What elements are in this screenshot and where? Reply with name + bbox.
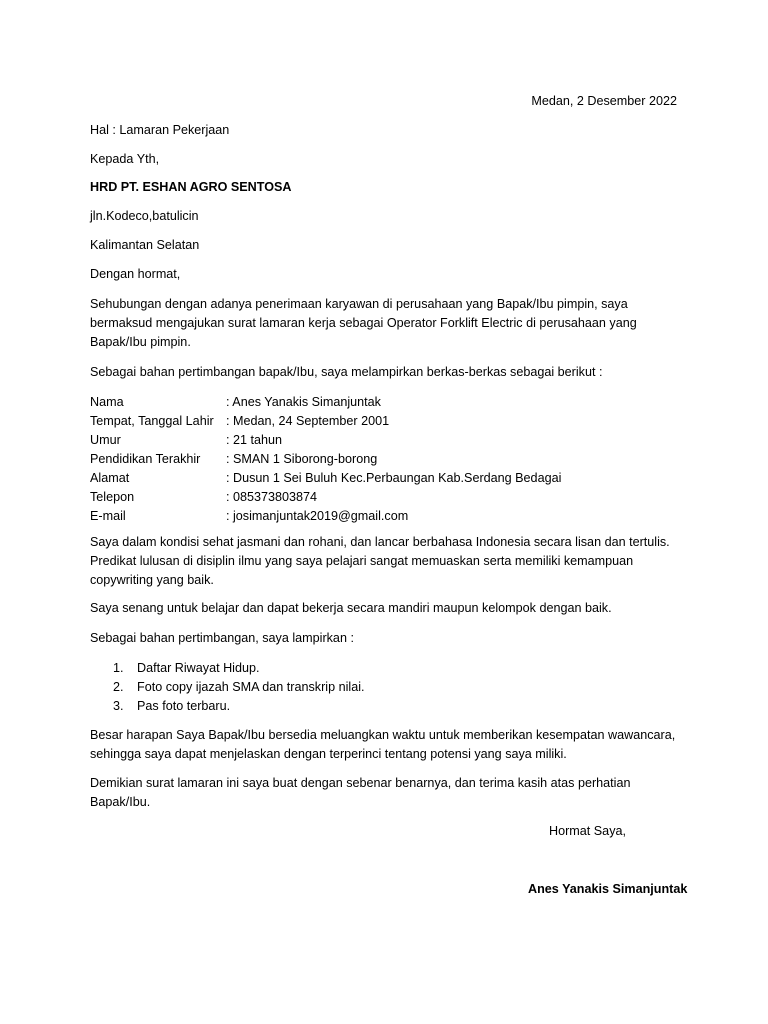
personal-data-table [90, 393, 561, 526]
personal-data-label: Alamat [90, 471, 130, 485]
attachment-number: 1. [113, 661, 124, 675]
attachment-text: Pas foto terbaru. [137, 699, 231, 713]
attachment-item [90, 678, 365, 697]
attachment-item [90, 659, 365, 678]
closing-greeting: Hormat Saya, [549, 824, 626, 838]
personal-data-label: E-mail [90, 509, 126, 523]
personal-data-label: Umur [90, 433, 121, 447]
place-date: Medan, 2 Desember 2022 [531, 94, 677, 108]
attach-intro: Sebagai bahan pertimbangan bapak/Ibu, saya melampirkan berkas-berkas sebagai berikut : [90, 365, 603, 379]
salutation: Dengan hormat, [90, 267, 181, 281]
personal-data-label: Telepon [90, 490, 135, 504]
personal-data-row [90, 431, 561, 450]
personal-data-label: Nama [90, 395, 124, 409]
personal-data-row [90, 450, 561, 469]
personal-data-value: : Dusun 1 Sei Buluh Kec.Perbaungan Kab.Serdang Bedagai [226, 471, 562, 485]
personal-data-value: : Medan, 24 September 2001 [226, 414, 390, 428]
personal-data-value: : 21 tahun [226, 433, 283, 447]
learning-paragraph: Saya senang untuk belajar dan dapat bekerja secara mandiri maupun kelompok dengan baik. [90, 601, 612, 615]
attachment-number: 2. [113, 680, 124, 694]
recipient-company: HRD PT. ESHAN AGRO SENTOSA [90, 180, 292, 194]
signer-name: Anes Yanakis Simanjuntak [528, 882, 688, 896]
personal-data-row [90, 412, 561, 431]
personal-data-label: Tempat, Tanggal Lahir [90, 414, 214, 428]
personal-data-value: : SMAN 1 Siborong-borong [226, 452, 378, 466]
personal-data-value: : Anes Yanakis Simanjuntak [226, 395, 381, 409]
attachment-item [90, 697, 365, 716]
subject-line: Hal : Lamaran Pekerjaan [90, 123, 230, 137]
hope-paragraph: Besar harapan Saya Bapak/Ibu bersedia meluangkan waktu untuk memberikan kesempatan wawancara, sehingga saya dapat menjelaskan dengan terperinci tentang potensi yang saya miliki. [90, 728, 676, 761]
personal-data-value: : josimanjuntak2019@gmail.com [226, 509, 409, 523]
recipient-province: Kalimantan Selatan [90, 238, 200, 252]
closing-paragraph: Demikian surat lamaran ini saya buat dengan sebenar benarnya, dan terima kasih atas perhatian Bapak/Ibu. [90, 776, 631, 809]
personal-data-row [90, 507, 561, 526]
attachment-number: 3. [113, 699, 124, 713]
health-paragraph: Saya dalam kondisi sehat jasmani dan rohani, dan lancar berbahasa Indonesia secara lisan dan tertulis. Predikat lulusan di disiplin ilmu yang saya pelajari sangat memuaskan serta memiliki kemampuan copywriting yang baik. [90, 535, 670, 587]
attachment-list [90, 659, 365, 716]
personal-data-value: : 085373803874 [226, 490, 318, 504]
attachment-text: Daftar Riwayat Hidup. [137, 661, 260, 675]
personal-data-label: Pendidikan Terakhir [90, 452, 201, 466]
attachment-text: Foto copy ijazah SMA dan transkrip nilai. [137, 680, 365, 694]
intro-paragraph: Sehubungan dengan adanya penerimaan karyawan di perusahaan yang Bapak/Ibu pimpin, saya bermaksud mengajukan surat lamaran kerja sebagai Operator Forklift Electric di perusahaan yang Bapak/Ibu pimpin. [90, 297, 637, 349]
to-line: Kepada Yth, [90, 152, 160, 166]
attachments-intro: Sebagai bahan pertimbangan, saya lampirkan : [90, 631, 354, 645]
personal-data-row [90, 488, 561, 507]
personal-data-row [90, 393, 561, 412]
personal-data-row [90, 469, 561, 488]
recipient-street: jln.Kodeco,batulicin [90, 209, 199, 223]
